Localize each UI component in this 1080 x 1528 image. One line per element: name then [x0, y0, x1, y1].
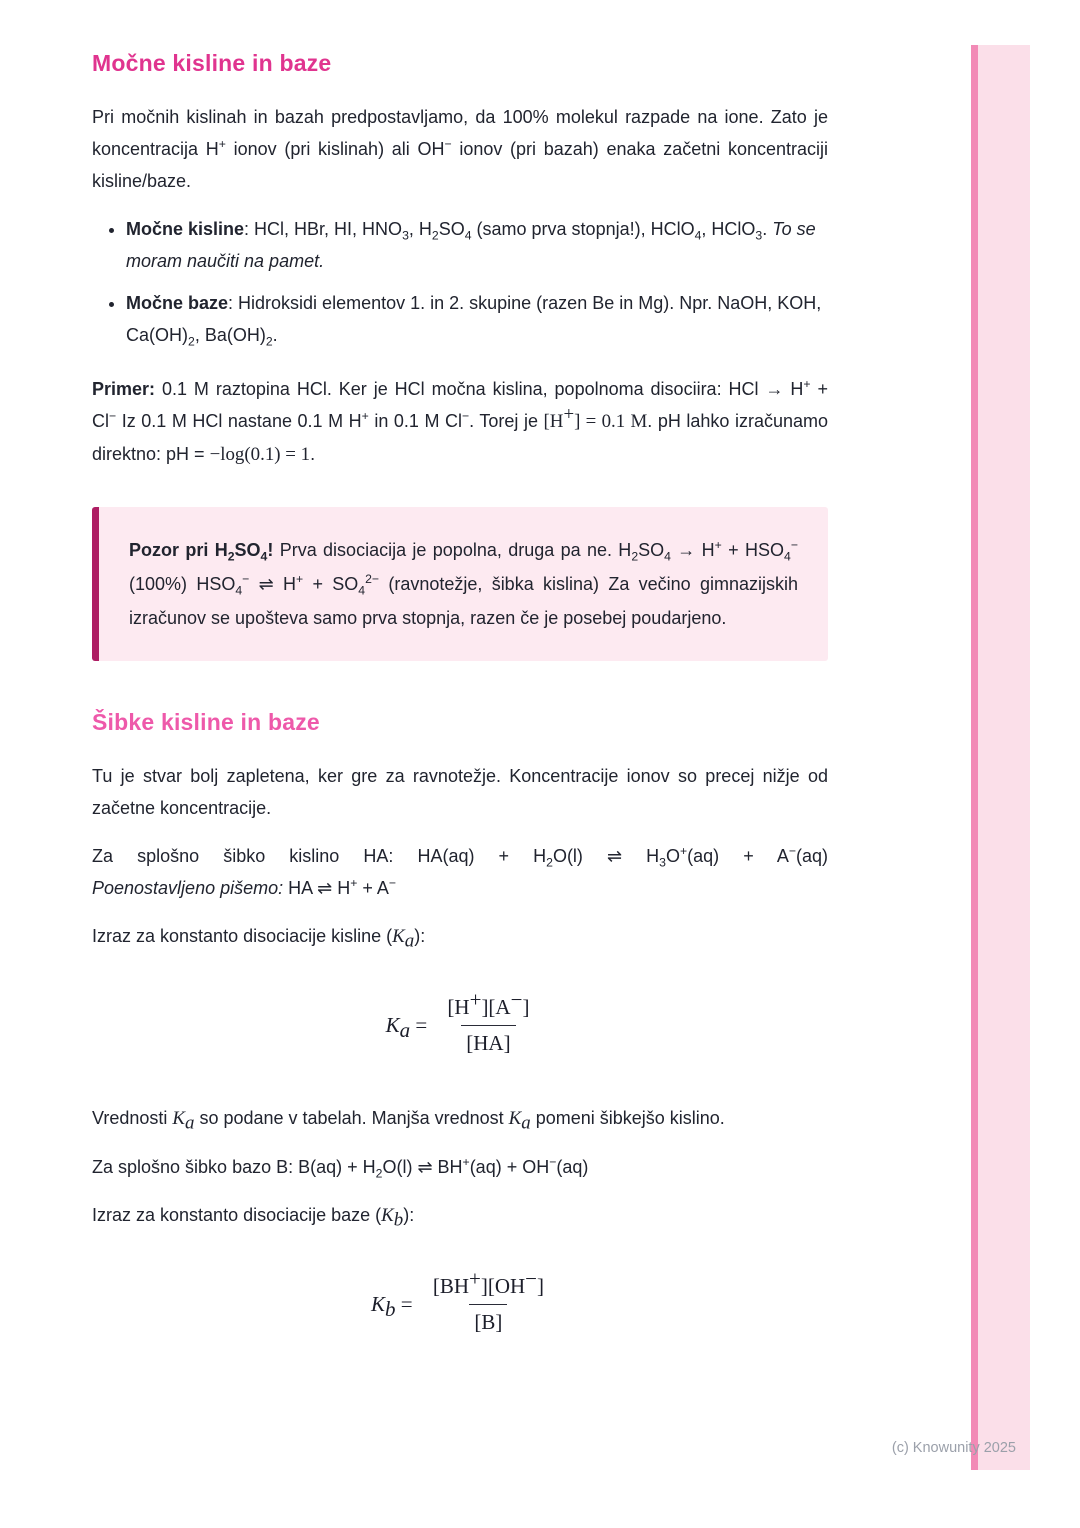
- ka-formula: [92, 987, 828, 1056]
- paragraph-weak-acid-equation: [92, 840, 828, 904]
- kb-formula: [92, 1266, 828, 1335]
- ka-formula-denominator: [HA]: [461, 1025, 515, 1056]
- strong-list: [92, 213, 828, 351]
- list-item-strong-bases: • Močne baze: Hidroksidi elementov 1. in 2. skupine (razen Be in Mg). Npr. NaOH, KOH, $Ca(OH)_2$, $Ba(OH)_2$.: [126, 287, 828, 351]
- kb-formula-fraction: [428, 1266, 549, 1335]
- heading-strong-acids-bases: Močne kisline in baze: [92, 50, 332, 76]
- paragraph-ka-intro: Izraz za konstanto disociacije kisline $(K_a)$:: [92, 926, 426, 952]
- ka-formula-fraction: [442, 987, 534, 1056]
- heading-weak-acids-bases: Šibke kisline in baze: [92, 709, 320, 735]
- warning-callout-text: Pozor pri $H_2SO_4$! Prva disociacija je popolna, druga pa ne. $H_2SO_4 \to H^+ + HSO_4^-$ (100%) $HSO_4^-$ ⇌ $H^+ + SO_4^{2-}$ (ravnotežje, šibka kislina) Za večino gimnazijskih izračunov se upošteva samo prva stopnja, razen če je posebej poudarjeno.: [129, 538, 798, 628]
- list-item-strong-acids: • Močne kisline: HCl, HBr, HI, $HNO_3$, $H_2SO_4$ (samo prva stopnja!), HClO$_4$, HClO$_3$. To se moram naučiti na pamet.: [126, 213, 828, 277]
- warning-callout: [92, 507, 828, 661]
- ka-formula-numerator: [H+][A−]: [447, 987, 530, 1019]
- paragraph-example: Primer: 0.1 M raztopina HCl. Ker je HCl močna kislina, popolnoma disociira: HCl → H+ + Cl− Iz 0.1 M HCl nastane 0.1 M H+ in 0.1 M Cl−. Torej je [H+] = 0.1 M. pH lahko izračunamo direktno: pH = −log(0.1) = 1.: [92, 377, 828, 465]
- weak-acid-simplified-line: Poenostavljeno pišemo: HA ⇌ H+ + A−: [92, 876, 397, 898]
- paragraph-ka-values: Vrednosti $K_a$ so podane v tabelah. Manjša vrednost $K_a$ pomeni šibkejšo kislino.: [92, 1108, 725, 1134]
- kb-formula-lhs: $K_b$ =: [370, 1292, 418, 1321]
- weak-acid-equation-line: Za splošno šibko kislino HA: $HA(aq) + H_2O(l)$ ⇌ $H_3O^+(aq) + A^-(aq)$: [92, 844, 828, 870]
- page-edge-strip: [978, 45, 1030, 1470]
- paragraph-strong-intro: Pri močnih kislinah in bazah predpostavljamo, da 100% molekul razpade na ione. Zato je koncentracija H+ ionov (pri kislinah) ali OH− ionov (pri bazah) enaka začetni koncentraciji kisline/baze.: [92, 107, 828, 191]
- paragraph-weak-intro: Tu je stvar bolj zapletena, ker gre za ravnotežje. Koncentracije ionov so precej nižje od začetne koncentracije.: [92, 766, 828, 818]
- copyright-watermark: (c) Knowunity 2025: [891, 1440, 1016, 1456]
- kb-formula-denominator: [B]: [469, 1304, 507, 1335]
- kb-formula-numerator: [BH+][OH−]: [432, 1266, 545, 1298]
- ka-formula-lhs: $K_a$ =: [385, 1013, 433, 1042]
- paragraph-weak-base-equation: Za splošno šibko bazo B: $B(aq) + H_2O(l)$ ⇌ BH+(aq) + OH−(aq): [92, 1155, 589, 1181]
- notes-content: [92, 50, 828, 1381]
- page-edge-line: [971, 45, 978, 1470]
- paragraph-kb-intro: Izraz za konstanto disociacije baze $(K_b)$:: [92, 1205, 415, 1231]
